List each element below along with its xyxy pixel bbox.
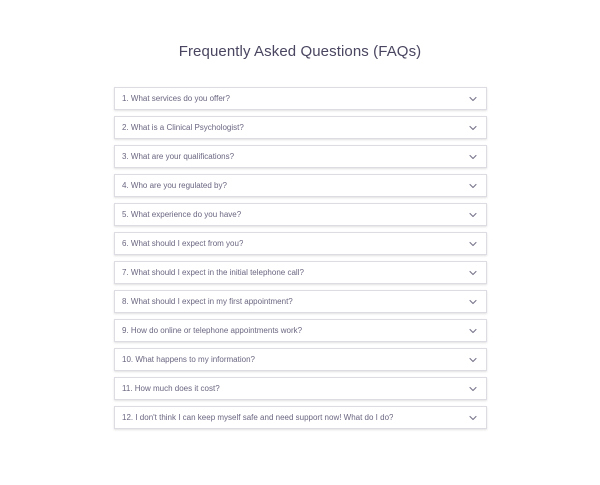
- faq-item[interactable]: [114, 174, 487, 197]
- faq-question: 9. How do online or telephone appointments work?: [122, 326, 303, 335]
- page-title: Frequently Asked Questions (FAQs): [178, 43, 422, 60]
- chevron-down-icon[interactable]: [468, 152, 478, 162]
- faq-question: 5. What experience do you have?: [122, 210, 242, 219]
- chevron-down-icon[interactable]: [468, 123, 478, 133]
- faq-question: 8. What should I expect in my first appointment?: [122, 297, 293, 306]
- faq-question: 1. What services do you offer?: [122, 94, 230, 103]
- faq-question: 6. What should I expect from you?: [122, 239, 244, 248]
- faq-item[interactable]: [114, 319, 487, 342]
- faq-question: 11. How much does it cost?: [122, 384, 220, 393]
- faq-item[interactable]: [114, 377, 487, 400]
- faq-item[interactable]: [114, 406, 487, 429]
- faq-item[interactable]: [114, 348, 487, 371]
- faq-question: 4. Who are you regulated by?: [122, 181, 227, 190]
- chevron-down-icon[interactable]: [468, 268, 478, 278]
- faq-item[interactable]: [114, 87, 487, 110]
- faq-item[interactable]: [114, 145, 487, 168]
- chevron-down-icon[interactable]: [468, 239, 478, 249]
- chevron-down-icon[interactable]: [468, 326, 478, 336]
- faq-item[interactable]: [114, 116, 487, 139]
- faq-question: 3. What are your qualifications?: [122, 152, 235, 161]
- chevron-down-icon[interactable]: [468, 384, 478, 394]
- chevron-down-icon[interactable]: [468, 181, 478, 191]
- faq-question: 10. What happens to my information?: [122, 355, 255, 364]
- faq-item[interactable]: [114, 261, 487, 284]
- faq-item[interactable]: [114, 290, 487, 313]
- faq-item[interactable]: [114, 232, 487, 255]
- chevron-down-icon[interactable]: [468, 94, 478, 104]
- faq-item[interactable]: [114, 203, 487, 226]
- chevron-down-icon[interactable]: [468, 355, 478, 365]
- chevron-down-icon[interactable]: [468, 297, 478, 307]
- chevron-down-icon[interactable]: [468, 413, 478, 423]
- chevron-down-icon[interactable]: [468, 210, 478, 220]
- faq-question: 7. What should I expect in the initial telephone call?: [122, 268, 304, 277]
- faq-question: 2. What is a Clinical Psychologist?: [122, 123, 244, 132]
- faq-question: 12. I don't think I can keep myself safe and need support now! What do I do?: [122, 413, 394, 422]
- faq-list: [114, 87, 487, 435]
